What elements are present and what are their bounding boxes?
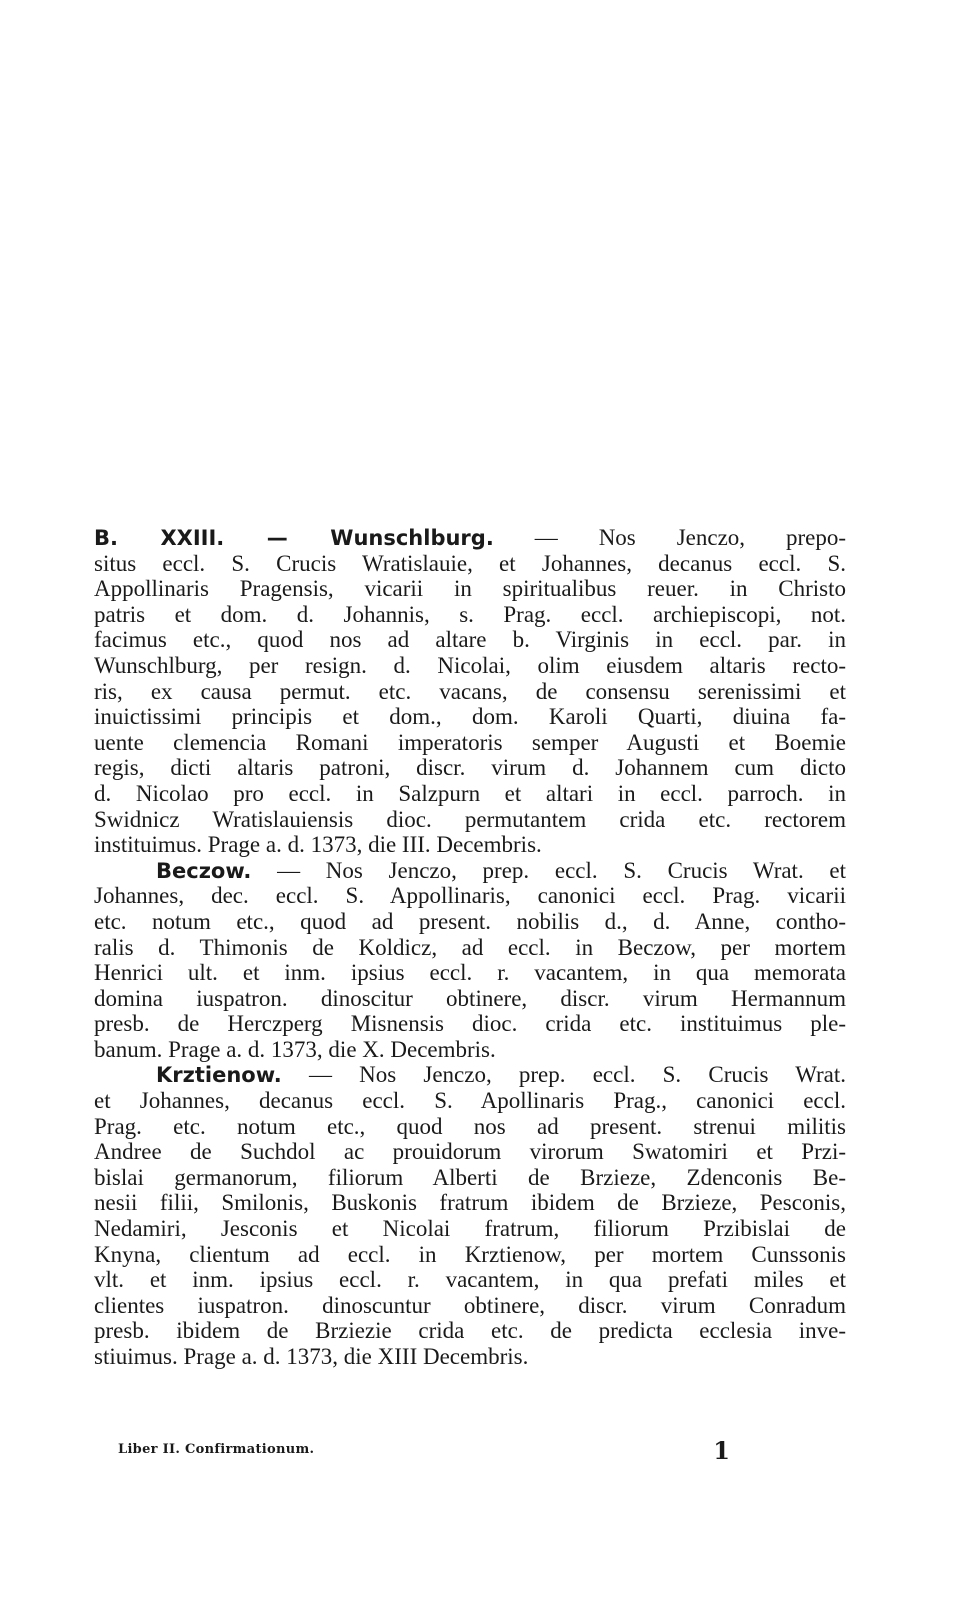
text-line: clientes iuspatron. dinoscuntur obtinere, discr. virum Conradum bbox=[94, 1292, 846, 1318]
entry-heading-line bbox=[94, 1062, 846, 1088]
footer-label: Liber II. Confirmationum. bbox=[118, 1442, 315, 1457]
entry-heading: Beczow. bbox=[156, 858, 252, 883]
text-line: Appollinaris Pragensis, vicarii in spiritualibus reuer. in Christo bbox=[94, 576, 846, 602]
text-line: inuictissimi principis et dom., dom. Karoli Quarti, diuina fa- bbox=[94, 704, 846, 730]
text-line: instituimus. Prage a. d. 1373, die III. Decembris. bbox=[94, 832, 542, 858]
text-line: Henrici ult. et inm. ipsius eccl. r. vacantem, in qua memorata bbox=[94, 960, 846, 986]
entry-heading-line bbox=[94, 858, 846, 884]
text-line: etc. notum etc., quod ad present. nobilis d., d. Anne, contho- bbox=[94, 908, 846, 934]
text-line: domina iuspatron. dinoscitur obtinere, discr. virum Hermannum bbox=[94, 985, 846, 1011]
text-line: situs eccl. S. Crucis Wratislauie, et Johannes, decanus eccl. S. bbox=[94, 550, 846, 576]
text-line: d. Nicolao pro eccl. in Salzpurn et altari in eccl. parroch. in bbox=[94, 780, 846, 806]
text-line: nesii filii, Smilonis, Buskonis fratrum ibidem de Brzieze, Pesconis, bbox=[94, 1190, 846, 1216]
text-line: patris et dom. d. Johannis, s. Prag. eccl. archiepiscopi, not. bbox=[94, 601, 846, 627]
text-line: vlt. et inm. ipsius eccl. r. vacantem, in qua prefati miles et bbox=[94, 1267, 846, 1293]
text-line: Wunschlburg, per resign. d. Nicolai, olim eiusdem altaris recto- bbox=[94, 652, 846, 678]
text-line: et Johannes, decanus eccl. S. Apollinaris Prag., canonici eccl. bbox=[94, 1088, 846, 1114]
entry-heading: Krztienow. bbox=[156, 1063, 282, 1088]
page-footer bbox=[118, 1436, 730, 1466]
text-line: stiuimus. Prage a. d. 1373, die XIII Decembris. bbox=[94, 1344, 529, 1369]
text-line: presb. ibidem de Brziezie crida etc. de predicta ecclesia inve- bbox=[94, 1318, 846, 1344]
text-line: uente clemencia Romani imperatoris semper Augusti et Boemie bbox=[94, 729, 846, 755]
entry-text: — Nos Jenczo, prep. eccl. S. Crucis Wrat. et bbox=[251, 857, 846, 883]
text-line: Prag. etc. notum etc., quod nos ad present. strenui militis bbox=[94, 1113, 846, 1139]
text-line: Johannes, dec. eccl. S. Appollinaris, canonici eccl. Prag. vicarii bbox=[94, 883, 846, 909]
entry-text: — Nos Jenczo, prep. eccl. S. Crucis Wrat. bbox=[281, 1062, 846, 1088]
text-line: ris, ex causa permut. etc. vacans, de consensu serenissimi et bbox=[94, 678, 846, 704]
text-line: presb. de Herczperg Misnensis dioc. crida etc. instituimus ple- bbox=[94, 1011, 846, 1037]
text-line: banum. Prage a. d. 1373, die X. Decembris. bbox=[94, 1036, 496, 1062]
document-body bbox=[94, 525, 846, 1370]
text-line: Swidnicz Wratislauiensis dioc. permutantem crida etc. rectorem bbox=[94, 806, 846, 832]
text-line: Knyna, clientum ad eccl. in Krztienow, per mortem Cunssonis bbox=[94, 1241, 846, 1267]
text-line: bislai germanorum, filiorum Alberti de Brzieze, Zdenconis Be- bbox=[94, 1164, 846, 1190]
entry-heading: B. XXIII. — Wunschlburg. bbox=[94, 526, 494, 550]
text-line: ralis d. Thimonis de Koldicz, ad eccl. in Beczow, per mortem bbox=[94, 934, 846, 960]
text-line: regis, dicti altaris patroni, discr. virum d. Johannem cum dicto bbox=[94, 755, 846, 781]
entry-heading-line bbox=[94, 525, 846, 551]
text-line: facimus etc., quod nos ad altare b. Virginis in eccl. par. in bbox=[94, 627, 846, 653]
signature-mark: 1 bbox=[713, 1436, 730, 1465]
text-line: Andree de Suchdol ac prouidorum virorum Swatomiri et Przi- bbox=[94, 1139, 846, 1165]
text-line: Nedamiri, Jesconis et Nicolai fratrum, filiorum Przibislai de bbox=[94, 1216, 846, 1242]
entry-text: — Nos Jenczo, prepo- bbox=[493, 525, 846, 550]
